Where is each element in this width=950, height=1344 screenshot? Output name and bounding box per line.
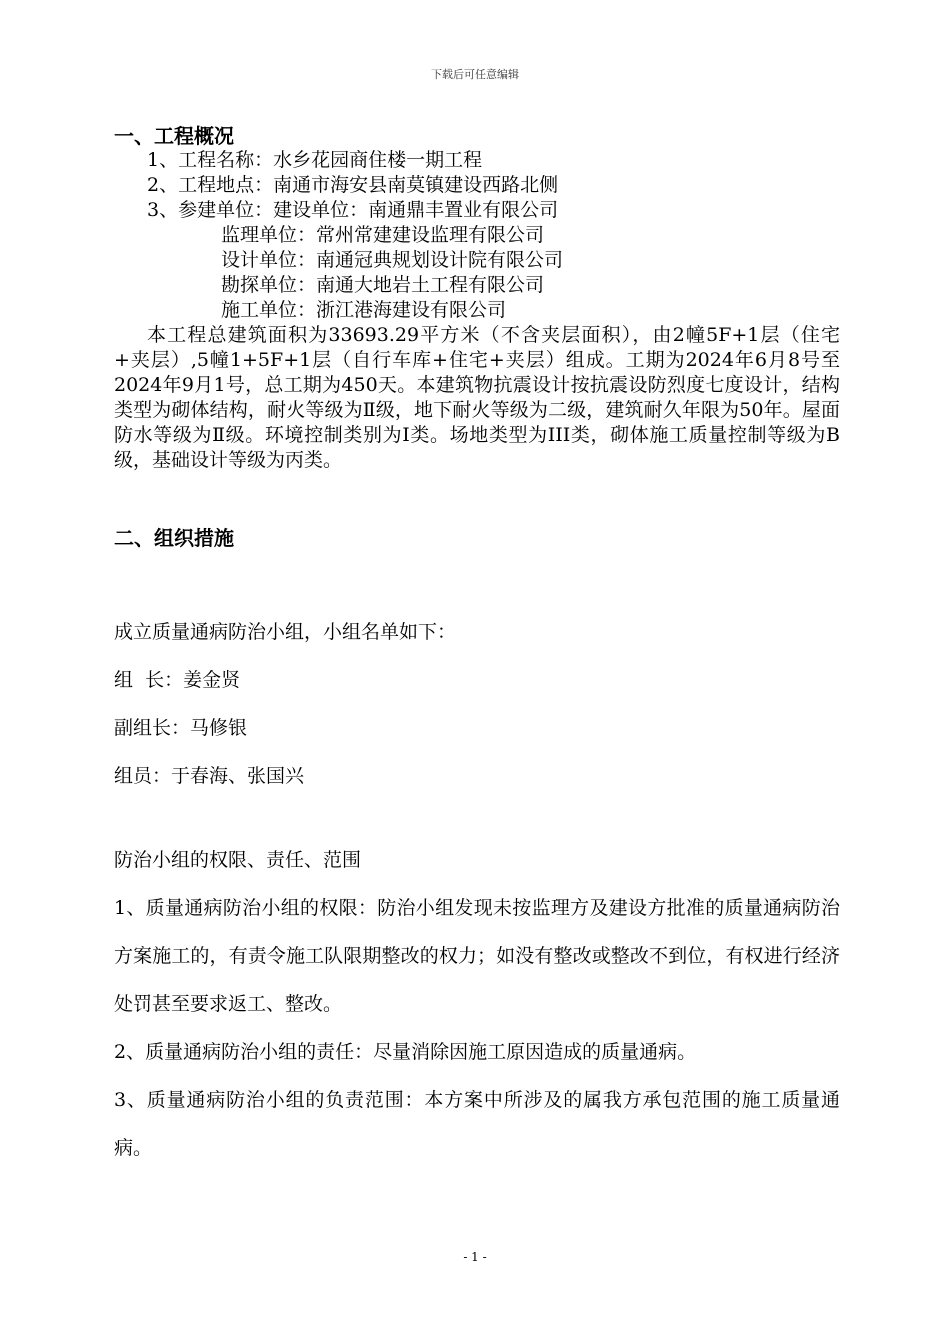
scope-paragraph: 3、质量通病防治小组的负责范围：本方案中所涉及的属我方承包范围的施工质量通病。: [114, 1089, 840, 1159]
project-location-line: 2、工程地点：南通市海安县南莫镇建设西路北侧: [147, 174, 559, 196]
scope-title: 防治小组的权限、责任、范围: [114, 849, 362, 871]
survey-unit-line: 勘探单位：南通大地岩土工程有限公司: [221, 274, 545, 296]
section2-heading: 二、组织措施: [114, 526, 234, 550]
project-name-line: 1、工程名称：水乡花园商住楼一期工程: [147, 149, 483, 171]
section2-heading-wrap: [114, 526, 840, 550]
construction-unit-line: 施工单位：浙江港海建设有限公司: [221, 299, 507, 321]
team-leader: 组 长：姜金贤: [114, 669, 241, 691]
page-number: - 1 -: [463, 1250, 487, 1264]
team-deputy: 副组长：马修银: [114, 717, 248, 739]
header-note: 下载后可任意编辑: [431, 68, 519, 81]
team-intro: 成立质量通病防治小组，小组名单如下：: [114, 621, 457, 643]
supervision-unit-line: 监理单位：常州常建建设监理有限公司: [221, 224, 545, 246]
authority-paragraph: 1、质量通病防治小组的权限：防治小组发现未按监理方及建设方批准的质量通病防治方案施工的，有责令施工队限期整改的权力；如没有整改或整改不到位，有权进行经济处罚甚至要求返工、整改。: [114, 897, 840, 1015]
team-members: 组员：于春海、张国兴: [114, 765, 305, 787]
section-organization: [114, 608, 840, 800]
section1-heading: 一、工程概况: [114, 124, 234, 148]
section-scope: [114, 836, 840, 1172]
responsibility-paragraph: 2、质量通病防治小组的责任：尽量消除因施工原因造成的质量通病。: [114, 1041, 697, 1063]
design-unit-line: 设计单位：南通冠典规划设计院有限公司: [221, 249, 564, 271]
overview-paragraph: 本工程总建筑面积为33693.29平方米（不含夹层面积），由2幢5F+1层（住宅+夹层）,5幢1+5F+1层（自行车库+住宅+夹层）组成。工期为2024年6月8号至2024年9月1号，总工期为450天。本建筑物抗震设计按抗震设防烈度七度设计，结构类型为砌体结构，耐火等级为Ⅱ级，地下耐火等级为二级，建筑耐久年限为50年。屋面防水等级为Ⅱ级。环境控制类别为I类。场地类型为III类，砌体施工质量控制等级为B级，基础设计等级为丙类。: [114, 324, 840, 471]
participants-line: 3、参建单位：建设单位：南通鼎丰置业有限公司: [147, 199, 559, 221]
section-overview: [114, 124, 840, 473]
